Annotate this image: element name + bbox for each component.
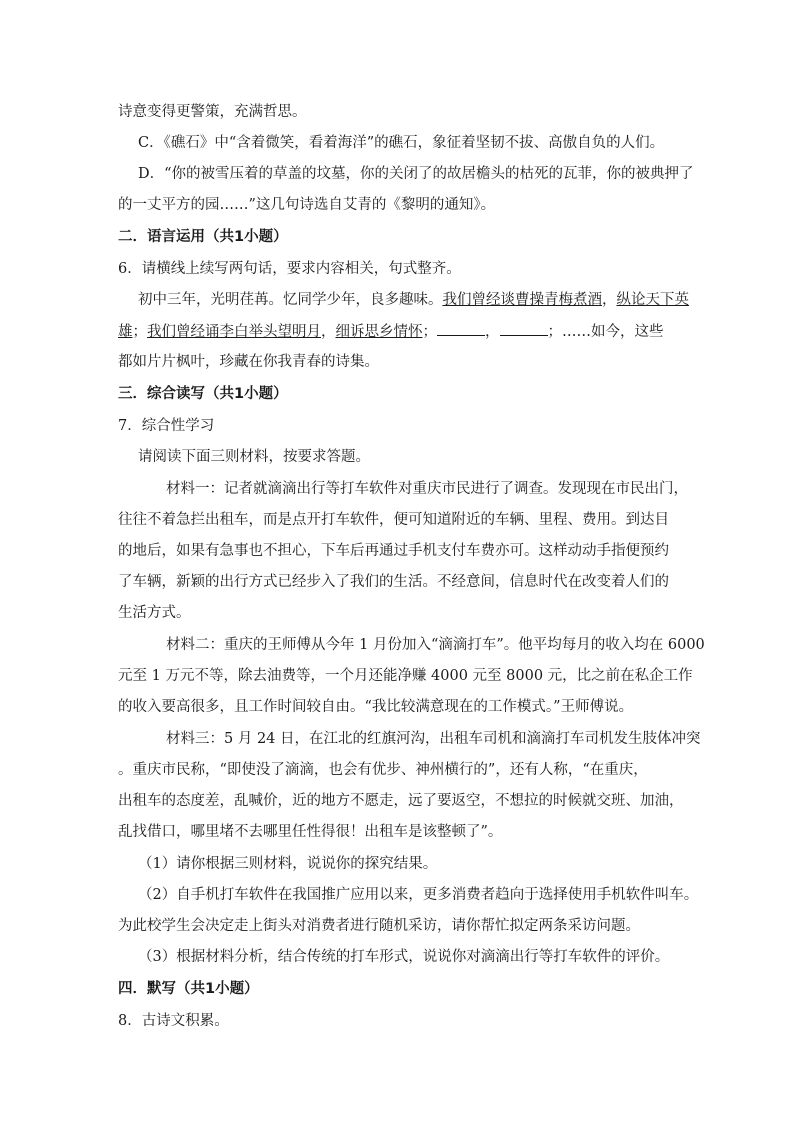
question-6-passage-line-1: [138, 290, 689, 310]
material-1-line: 往往不着急拦出租车，而是点开打车软件，便可知道附近的车辆、里程、费用。到达目: [118, 512, 669, 528]
section-heading-2: 二．语言运用（共1小题）: [118, 229, 288, 245]
option-c: C．《礁石》中“含着微笑，看着海洋”的礁石，象征着坚韧不拔、高傲自负的人们。: [138, 135, 665, 151]
question-6-passage-line-3: 都如片片枫叶，珍藏在你我青春的诗集。: [118, 354, 379, 370]
section-heading-3: 三．综合读写（共1小题）: [118, 386, 288, 402]
punctuation: ，: [485, 324, 500, 340]
material-1-line: 了车辆，新颖的出行方式已经步入了我们的生活。不经意间，信息时代在改变着人们的: [118, 574, 669, 590]
answer-blank[interactable]: [437, 321, 485, 336]
material-1-line: 材料一：记者就滴滴出行等打车软件对重庆市民进行了调查。发现现在市民出门，: [166, 481, 688, 497]
passage-text: ；……如今，这些: [547, 324, 664, 340]
section-heading-4: 四．默写（共1小题）: [118, 981, 259, 997]
material-2-line: 的收入要高很多，且工作时间较自由。“我比较满意现在的工作模式。”王师傅说。: [118, 699, 634, 715]
sub-question-1: （1）请你根据三则材料，说说你的探究结果。: [138, 856, 438, 872]
question-6: 6．请横线上续写两句话，要求内容相关，句式整齐。: [118, 261, 461, 277]
sub-question-2-cont: 为此校学生会决定走上街头对消费者进行随机采访，请你帮忙拟定两条采访问题。: [118, 918, 640, 934]
punctuation: ，: [321, 324, 336, 340]
material-3-line: 。重庆市民称，“即使没了滴滴，也会有优步、神州横行的”，还有人称，“在重庆，: [118, 762, 648, 778]
punctuation: ；: [422, 324, 437, 340]
material-2-line: 元至 1 万元不等，除去油费等，一个月还能净赚 4000 元至 8000 元，比之前在私企工作: [118, 668, 693, 684]
underlined-text: 我们曾经谈曹操青梅煮酒: [442, 292, 602, 308]
material-1-line: 的地后，如果有急事也不担心，下车后再通过手机支付车费亦可。这样动动手指便预约: [118, 543, 669, 559]
material-3-line: 材料三：5 月 24 日，在江北的红旗河沟，出租车司机和滴滴打车司机发生肢体冲突: [166, 731, 701, 747]
material-3-line: 乱找借口，哪里堵不去哪里任性得很！出租车是该整顿了”。: [118, 824, 503, 840]
sub-question-2: （2）自手机打车软件在我国推广应用以来，更多消费者趋向于选择使用手机软件叫车。: [138, 887, 699, 903]
underlined-text: 雄: [118, 324, 133, 340]
option-d: D．“你的被雪压着的草盖的坟墓，你的关闭了的故居檐头的枯死的瓦菲，你的被典押了: [138, 166, 694, 182]
text-line: 的一丈平方的园……”这几句诗选自艾青的《黎明的通知》。: [118, 197, 496, 213]
question-6-passage-line-2: [118, 321, 678, 342]
underlined-text: 纵论天下英: [616, 292, 689, 308]
text-line: 诗意变得更警策，充满哲思。: [118, 104, 307, 120]
material-2-line: 材料二：重庆的王师傅从今年 1 月份加入“滴滴打车”。他平均每月的收入均在 6000: [166, 637, 705, 653]
material-3-line: 出租车的态度差，乱喊价，近的地方不愿走，远了要返空，不想拉的时候就交班、加油，: [118, 793, 684, 809]
question-7-instruction: 请阅读下面三则材料，按要求答题。: [138, 449, 370, 465]
passage-text: 初中三年，光明荏苒。忆同学少年，良多趣味。: [138, 292, 443, 308]
underlined-text: 我们曾经诵李白举头望明月: [147, 324, 321, 340]
punctuation: ；: [132, 324, 147, 340]
question-7: 7．综合性学习: [118, 418, 215, 434]
punctuation: ，: [602, 292, 617, 308]
question-8: 8．古诗文积累。: [118, 1013, 229, 1029]
material-1-line: 生活方式。: [118, 605, 191, 621]
sub-question-3: （3）根据材料分析，结合传统的打车形式，说说你对滴滴出行等打车软件的评价。: [138, 949, 670, 965]
answer-blank[interactable]: [500, 321, 548, 336]
underlined-text: 细诉思乡情怀: [335, 324, 423, 340]
